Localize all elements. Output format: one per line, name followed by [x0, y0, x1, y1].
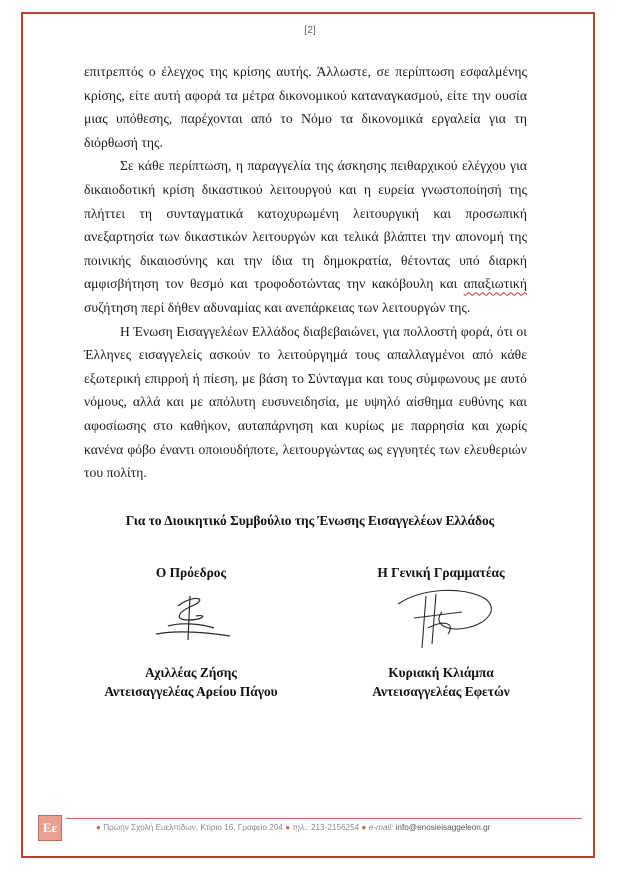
footer-email-link[interactable]: info@enosieisaggeleon.gr [395, 823, 491, 832]
paragraph-2 [84, 154, 527, 319]
secretary-title: Αντεισαγγελέας Εφετών [372, 684, 510, 699]
secretary-signatory [321, 663, 561, 701]
footer-email-label: e-mail: [368, 823, 394, 832]
president-name: Αχιλλέας Ζήσης [145, 665, 237, 680]
secretary-role: Η Γενική Γραμματέας [377, 565, 505, 580]
president-signature-image [148, 590, 238, 650]
bullet-icon: ● [285, 823, 291, 832]
letterhead-footer [36, 815, 582, 843]
paragraph-2-text-b: συζήτηση περί δήθεν αδυναμίας και ανεπάρκειας των λειτουργών της. [84, 299, 471, 315]
secretary-name: Κυριακή Κλιάμπα [388, 665, 494, 680]
paragraph-1: επιτρεπτός ο έλεγχος της κρίσης αυτής. Άλλωστε, σε περίπτωση εσφαλμένης κρίσης, είτε αυτή αφορά τα μέτρα δικονομικού καταναγκασμού, είτε την ουσία μιας υπόθεσης, παρέχονται από το Νόμο τα δικονομικά εργαλεία για τη διόρθωσή της. [84, 64, 527, 150]
footer-contact [96, 823, 490, 832]
paragraph-3: Η Ένωση Εισαγγελέων Ελλάδος διαβεβαιώνει, για πολλοστή φορά, ότι οι Έλληνες εισαγγελείς ασκούν το λειτούργημά τους απαλλαγμένοι από κάθε εξωτερική επιρροή ή πίεση, με βάση το Σύνταγμα και τους σύμφωνους με αυτό νόμους, αλλά και με απόλυτη ευσυνειδησία, με υψηλό αίσθημα ευθύνης και αφοσίωσης στο καθήκον, αυταπάρνηση και κυρίως με παρρησία και χωρίς κανένα φόβο έναντι οποιουδήποτε, λειτουργώντας ως εγγυητές των ελευθεριών του πολίτη. [84, 323, 527, 481]
president-role: Ο Πρόεδρος [155, 565, 227, 580]
page-number: [2] [304, 24, 316, 36]
bullet-icon: ● [361, 823, 367, 832]
document-body [84, 60, 527, 485]
paragraph-2-text-a: Σε κάθε περίπτωση, η παραγγελία της άσκησης πειθαρχικού ελέγχου για δικαιοδοτική κρίση δικαστικού λειτουργού και η ευρεία γνωστοποίησή της πλήττει τη συνταγματικά κατοχυρωμένη λειτουργική και προσωπική ανεξαρτησία των δικαστικών λειτουργών και τελικά βλάπτει την απονομή της ποινικής δικαιοσύνης και την ίδια τη δημοκρατία, θέτοντας υπό διαρκή αμφισβήτηση τον θεσμό και τροφοδοτώντας την κακόβουλη και [84, 158, 527, 292]
president-signatory [71, 663, 311, 701]
footer-divider [66, 818, 582, 819]
footer-address: Πρώην Σχολή Ευελπίδων, Κτίριο 16, Γραφείο 204 [103, 823, 283, 832]
footer-tel-label: τηλ.: [292, 823, 309, 832]
president-title: Αντεισαγγελέας Αρείου Πάγου [104, 684, 278, 699]
bullet-icon: ● [96, 823, 101, 832]
footer-tel: 213-2156254 [310, 823, 360, 832]
secretary-signature-image [392, 584, 502, 652]
signature-heading: Για το Διοικητικό Συμβούλιο της Ένωσης Εισαγγελέων Ελλάδος [125, 513, 495, 528]
association-logo-icon: Εε [38, 815, 62, 841]
spellcheck-marked-word: απαξιωτική [463, 276, 527, 292]
